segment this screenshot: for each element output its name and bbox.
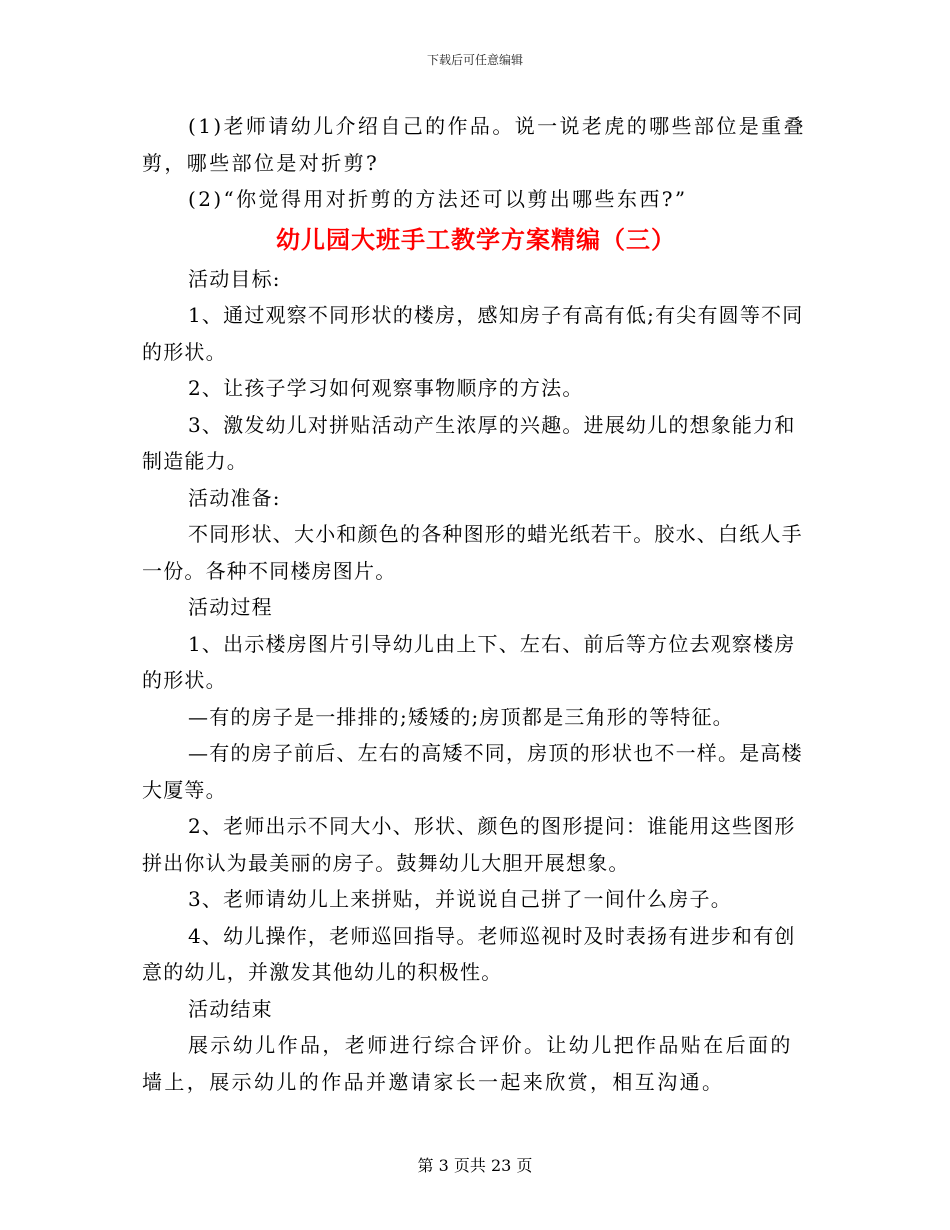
heading-activity-end: 活动结束	[188, 996, 273, 1021]
goal-item-2: 2、让孩子学习如何观察事物顺序的方法。	[188, 376, 584, 400]
section-title: 幼儿园大班手工教学方案精编（三）	[276, 224, 676, 254]
preparation-text: 不同形状、大小和颜色的各种图形的蜡光纸若干。胶水、白纸人手一份。各种不同楼房图片。	[142, 522, 803, 583]
process-step-4: 4、幼儿操作，老师巡回指导。老师巡视时及时表扬有进步和有创意的幼儿，并激发其他幼儿的积极性。	[142, 923, 796, 984]
heading-activity-process: 活动过程	[188, 595, 273, 619]
process-note-1: —有的房子是一排排的;矮矮的;房顶都是三角形的等特征。	[188, 704, 734, 729]
process-step-1: 1、出示楼房图片引导幼儿由上下、左右、前后等方位去观察楼房的形状。	[142, 631, 796, 692]
page-number-footer: 第 3 页共 23 页	[417, 1156, 533, 1175]
paragraph-item-1: (1)老师请幼儿介绍自己的作品。说一说老虎的哪些部位是重叠剪，哪些部位是对折剪?	[142, 114, 806, 175]
ending-text: 展示幼儿作品，老师进行综合评价。让幼儿把作品贴在后面的墙上，展示幼儿的作品并邀请家长一起来欣赏，相互沟通。	[142, 1033, 793, 1094]
process-step-3: 3、老师请幼儿上来拼贴，并说说自己拼了一间什么房子。	[188, 887, 732, 911]
document-body	[142, 108, 810, 1100]
heading-activity-preparation: 活动准备:	[188, 485, 281, 510]
process-step-2: 2、老师出示不同大小、形状、颜色的图形提问：谁能用这些图形拼出你认为最美丽的房子。鼓舞幼儿大胆开展想象。	[142, 814, 796, 875]
page-header: 下载后可任意编辑	[426, 53, 523, 67]
paragraph-item-2: (2)“你觉得用对折剪的方法还可以剪出哪些东西?”	[188, 187, 688, 211]
goal-item-1: 1、通过观察不同形状的楼房，感知房子有高有低;有尖有圆等不同的形状。	[142, 303, 804, 364]
process-note-2: —有的房子前后、左右的高矮不同，房顶的形状也不一样。是高楼大厦等。	[142, 741, 803, 802]
goal-item-3: 3、激发幼儿对拼贴活动产生浓厚的兴趣。进展幼儿的想象能力和制造能力。	[142, 412, 796, 473]
heading-activity-goals: 活动目标:	[188, 266, 281, 291]
